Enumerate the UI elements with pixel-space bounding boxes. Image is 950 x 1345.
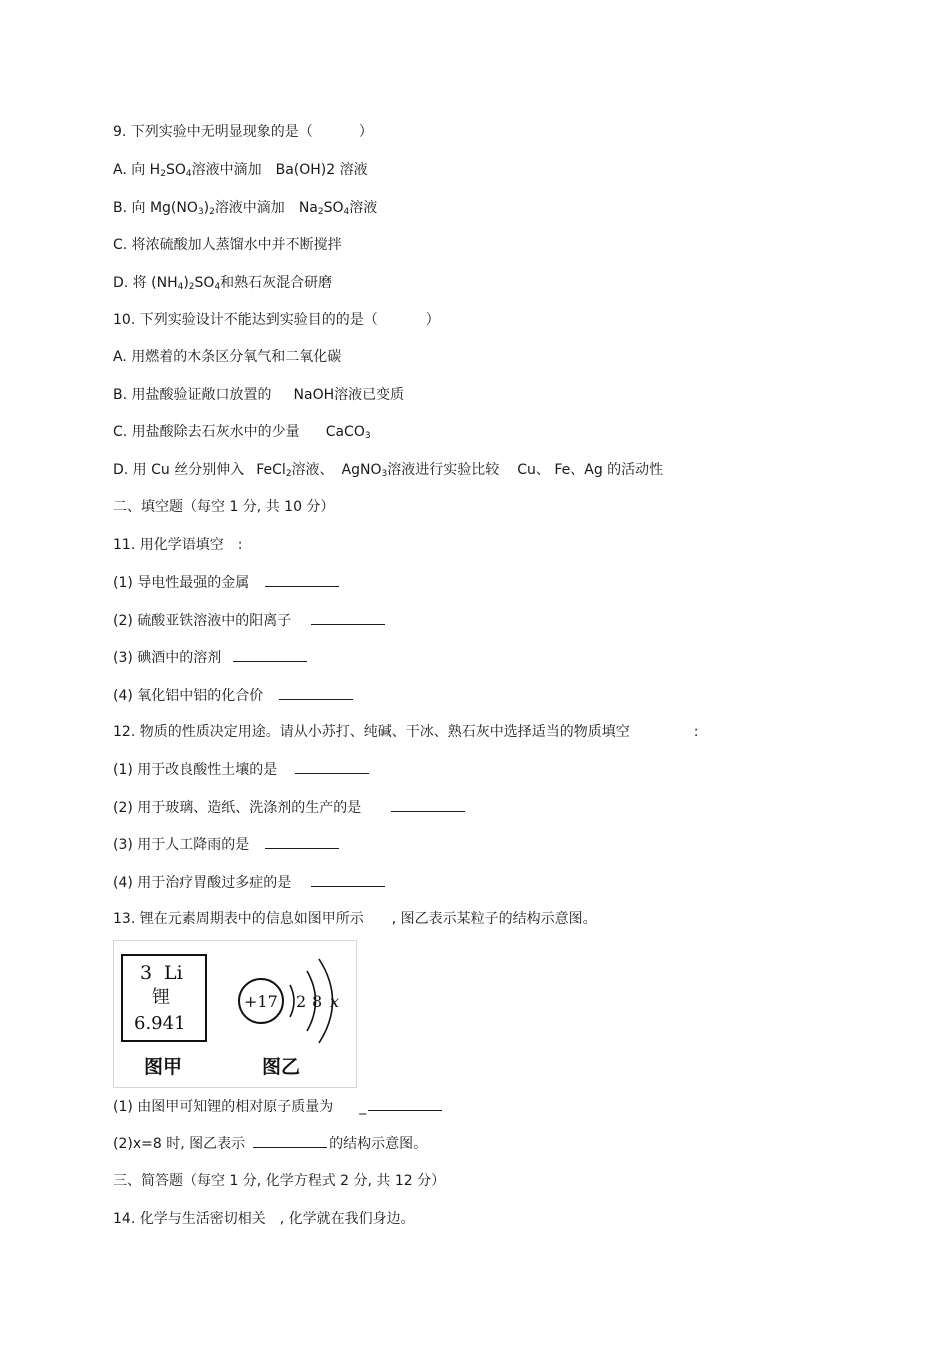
- q13-item-2-pre: (2)x=8 时, 图乙表示: [113, 1136, 246, 1152]
- q9-b-sub1: 3: [197, 207, 204, 217]
- q13-stem: [113, 909, 597, 929]
- q10-option-c: [113, 422, 371, 446]
- q14-stem-text-2: , 化学就在我们身边。: [279, 1211, 415, 1227]
- section-2-heading: 二、填空题（每空 1 分, 共 10 分）: [113, 499, 335, 515]
- q11-item-1-text: (1) 导电性最强的金属: [113, 575, 250, 591]
- q9-b-sub4: 4: [343, 207, 350, 217]
- q9-b-sub2: 2: [209, 207, 215, 217]
- q13-item-1-text: (1) 由图甲可知锂的相对原子质量为: [113, 1099, 334, 1115]
- q10-stem-text: 10. 下列实验设计不能达到实验目的的是（: [113, 312, 378, 328]
- q11-item-1: [113, 572, 339, 593]
- q13-item-2-post: 的结构示意图。: [329, 1136, 428, 1152]
- q9-d-tail: 和熟石灰混合研磨: [220, 275, 333, 291]
- q9-a-pre: A. 向 H: [113, 162, 161, 178]
- q12-item-2: [113, 797, 465, 818]
- q12-item-3: [113, 834, 339, 855]
- q10-b-pre: B. 用盐酸验证敞口放置的: [113, 387, 272, 403]
- section-3-heading: 三、简答题（每空 1 分, 化学方程式 2 分, 共 12 分）: [113, 1173, 446, 1189]
- q12-item-3-text: (3) 用于人工降雨的是: [113, 837, 250, 853]
- q10-d-f2: AgNO: [341, 462, 382, 478]
- q10-option-d: [113, 460, 663, 484]
- q9-d-sub3: 4: [214, 282, 221, 292]
- q10-d-tail: Cu、 Fe、Ag 的活动性: [517, 462, 664, 478]
- answer-blank[interactable]: [311, 872, 385, 887]
- q10-stem: [113, 310, 440, 330]
- q12-stem: [113, 722, 698, 742]
- q10-c-tail: CaCO: [325, 424, 365, 440]
- q10-d-sub2: 3: [381, 469, 388, 479]
- q9-a-mid2: 溶液中滴加: [191, 162, 262, 178]
- atomic-number: 3: [140, 962, 153, 984]
- element-name: 锂: [152, 987, 170, 1008]
- q11-item-4-text: (4) 氧化铝中铝的化合价: [113, 688, 264, 704]
- q12-item-4: [113, 872, 385, 893]
- element-symbol: Li: [164, 962, 183, 984]
- q10-d-f1b: 溶液、: [291, 462, 334, 478]
- q9-b-tail2: SO: [323, 200, 344, 216]
- answer-blank[interactable]: [279, 685, 353, 700]
- q9-a-sub1: 2: [160, 169, 166, 179]
- q9-a-tail: Ba(OH)2 溶液: [275, 162, 368, 178]
- q9-option-d: [113, 273, 332, 297]
- q10-d-f2b: 溶液进行实验比较: [387, 462, 500, 478]
- answer-blank[interactable]: [265, 834, 339, 849]
- q9-d-mid1: ): [183, 275, 189, 291]
- q14-stem: [113, 1209, 415, 1229]
- q9-a-mid1: SO: [165, 162, 186, 178]
- q13-item-1: [113, 1096, 442, 1117]
- q9-d-pre: D. 将 (NH: [113, 275, 178, 291]
- q11-stem-text: 11. 用化学语填空: [113, 537, 224, 553]
- q10-option-a: A. 用燃着的木条区分氧气和二氧化碳: [113, 349, 342, 365]
- q13-stem-text-2: , 图乙表示某粒子的结构示意图。: [391, 911, 597, 927]
- q9-a-sub2: 4: [185, 169, 192, 179]
- q10-c-pre: C. 用盐酸除去石灰水中的少量: [113, 424, 300, 440]
- answer-blank[interactable]: [233, 647, 307, 662]
- q9-b-tail: Na: [298, 200, 318, 216]
- q10-d-pre: D. 用 Cu 丝分别伸入: [113, 462, 245, 478]
- answer-blank[interactable]: [368, 1096, 442, 1111]
- q9-option-a: [113, 160, 368, 184]
- answer-blank[interactable]: [295, 759, 369, 774]
- q13-figure: [113, 940, 357, 1088]
- q9-b-mid1: ): [203, 200, 210, 216]
- q12-item-2-text: (2) 用于玻璃、造纸、洗涤剂的生产的是: [113, 800, 362, 816]
- q11-item-4: [113, 685, 353, 706]
- q9-b-sub3: 2: [317, 207, 324, 217]
- q11-item-2-text: (2) 硫酸亚铁溶液中的阳离子: [113, 613, 292, 629]
- q9-option-b: [113, 198, 377, 222]
- q9-b-tail3: 溶液: [349, 200, 378, 216]
- q12-stem-text: 12. 物质的性质决定用途。请从小苏打、纯碱、干冰、熟石灰中选择适当的物质填空: [113, 724, 630, 740]
- q9-stem-end: ）: [358, 124, 373, 140]
- electron-shell-1: [290, 985, 294, 1017]
- answer-blank[interactable]: [253, 1133, 327, 1148]
- answer-blank[interactable]: [391, 797, 465, 812]
- q9-d-sub1: 4: [177, 282, 184, 292]
- q9-option-c: C. 将浓硫酸加人蒸馏水中并不断搅拌: [113, 237, 342, 253]
- q13-stem-text: 13. 锂在元素周期表中的信息如图甲所示: [113, 911, 364, 927]
- q10-d-sub1: 2: [285, 469, 292, 479]
- shell-2-electrons: 8: [312, 992, 323, 1011]
- q10-stem-end: ）: [425, 312, 440, 328]
- q13-item-1-mark: _: [359, 1099, 367, 1115]
- q12-item-1-text: (1) 用于改良酸性土壤的是: [113, 762, 278, 778]
- q9-b-pre: B. 向 Mg(NO: [113, 200, 198, 216]
- q11-item-3: [113, 647, 307, 668]
- q11-item-2: [113, 610, 385, 631]
- q14-stem-text: 14. 化学与生活密切相关: [113, 1211, 266, 1227]
- q11-item-3-text: (3) 碘酒中的溶剂: [113, 650, 222, 666]
- q11-colon: :: [237, 537, 243, 553]
- q12-item-4-text: (4) 用于治疗胃酸过多症的是: [113, 875, 292, 891]
- q9-stem-text: 9. 下列实验中无明显现象的是（: [113, 124, 313, 140]
- nuclear-charge: +17: [244, 992, 278, 1011]
- q11-stem: [113, 535, 242, 555]
- q9-stem: [113, 122, 373, 142]
- answer-blank[interactable]: [311, 610, 385, 625]
- q9-d-mid2: SO: [194, 275, 215, 291]
- shell-3-electrons: x: [330, 992, 340, 1011]
- figure-caption-a: 图甲: [144, 1056, 183, 1078]
- q10-option-b: [113, 385, 404, 405]
- q13-item-2: [113, 1133, 427, 1154]
- q10-d-f1: FeCl: [256, 462, 286, 478]
- relative-atomic-mass: 6.941: [134, 1013, 186, 1034]
- q10-b-tail: NaOH溶液已变质: [293, 387, 405, 403]
- shell-1-electrons: 2: [296, 992, 307, 1011]
- q10-c-sub1: 3: [364, 431, 371, 441]
- answer-blank[interactable]: [265, 572, 339, 587]
- q9-d-sub2: 2: [188, 282, 195, 292]
- q9-b-mid2: 溶液中滴加: [214, 200, 285, 216]
- q13-figure-svg: [114, 941, 356, 1087]
- figure-caption-b: 图乙: [262, 1056, 301, 1078]
- q12-item-1: [113, 759, 369, 780]
- q12-colon: :: [693, 724, 699, 740]
